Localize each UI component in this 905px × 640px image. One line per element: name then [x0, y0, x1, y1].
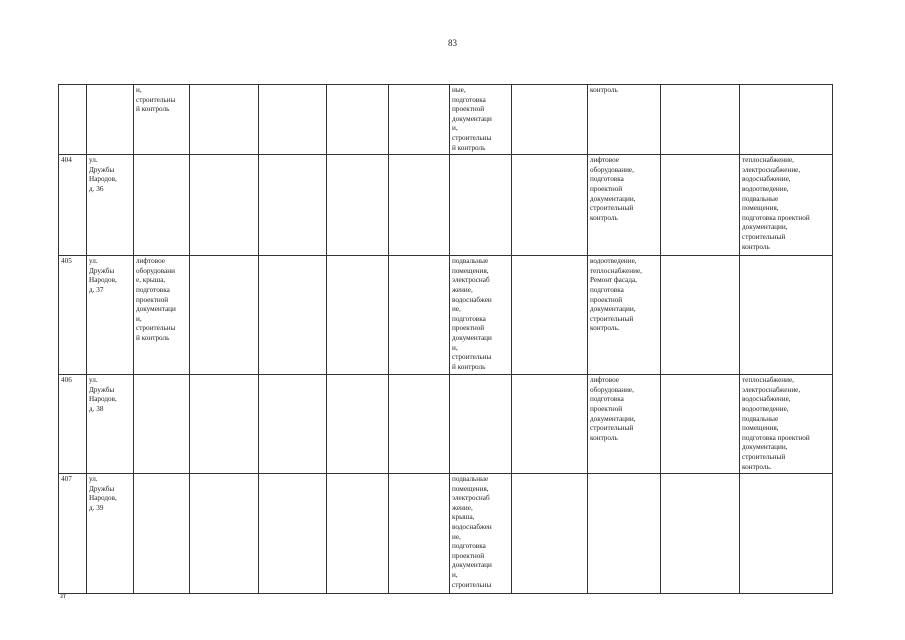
cell-text-line: Ремонт фасада,	[590, 276, 637, 285]
table-cell	[190, 474, 259, 594]
table-cell	[661, 256, 740, 375]
table-row	[59, 474, 833, 594]
cell-text-line: проектной	[590, 184, 623, 193]
table-cell	[512, 155, 588, 256]
table-cell	[134, 256, 190, 375]
cell-text-line: теплоснабжение,	[742, 376, 794, 385]
cell-text-line: контроль	[742, 242, 770, 251]
cell-text-line: водоснабжение,	[742, 395, 791, 404]
cell-text-line: подвальные	[452, 257, 489, 266]
table-cell	[588, 85, 661, 155]
table-cell	[87, 474, 134, 594]
cell-text-line: электроснабжение,	[742, 385, 801, 394]
cell-text-line: помещения,	[742, 424, 779, 433]
table-row	[59, 375, 833, 474]
cell-text-line: ие,	[452, 305, 461, 314]
cell-text-line: подготовка	[590, 395, 624, 404]
page-number: 83	[448, 38, 457, 48]
table-cell	[259, 375, 327, 474]
table-cell	[190, 256, 259, 375]
table-cell	[327, 375, 389, 474]
cell-text-line: строительный	[742, 452, 786, 461]
cell-text-line: документации,	[590, 194, 636, 203]
works-table	[58, 84, 833, 594]
cell-text-line: документации,	[742, 223, 788, 232]
cell-text-line: проектной	[590, 404, 623, 413]
table-row	[59, 155, 833, 256]
table-cell	[740, 375, 833, 474]
cell-text-line: й контроль	[136, 105, 170, 114]
cell-text-line: подготовка	[590, 175, 624, 184]
cell-text-line: д. 36	[89, 184, 104, 193]
cell-text-line: Дружбы	[89, 165, 115, 174]
table-cell	[259, 474, 327, 594]
cell-text-line: д. 39	[89, 503, 104, 512]
cell-text-line: водоснабжен	[452, 295, 492, 304]
cell-text-line: теплоснабжение,	[590, 266, 642, 275]
cell-text-line: подвальные	[452, 475, 489, 484]
table-cell	[87, 375, 134, 474]
cell-text-line: контроль	[590, 213, 618, 222]
cell-text-line: подвальные	[742, 194, 779, 203]
cell-text-line: электроснаб	[452, 276, 490, 285]
cell-text-line: и,	[136, 86, 142, 94]
cell-text-line: подготовка	[452, 542, 486, 551]
cell-text-line: и,	[452, 343, 458, 352]
table-cell	[450, 85, 512, 155]
cell-text-line: Народов,	[89, 175, 117, 184]
cell-text-line: й контроль	[452, 143, 486, 152]
cell-text-line: водоотведение,	[590, 257, 637, 266]
cell-text-line: и,	[452, 124, 458, 133]
cell-text-line: строительный	[742, 232, 786, 241]
cell-text-line: проектной	[452, 105, 485, 114]
table-cell	[327, 85, 389, 155]
cell-text-line: документаци	[136, 305, 176, 314]
cell-text-line: 406	[61, 376, 72, 385]
cell-text-line: помещения,	[742, 204, 779, 213]
table-cell	[87, 155, 134, 256]
cell-text-line: и,	[452, 571, 458, 580]
cell-text-line: Народов,	[89, 276, 117, 285]
cell-text-line: оборудование,	[590, 165, 634, 174]
cell-text-line: документации,	[590, 414, 636, 423]
cell-text-line: Народов,	[89, 395, 117, 404]
cell-text-line: Дружбы	[89, 266, 115, 275]
table-cell	[512, 474, 588, 594]
table-cell	[512, 85, 588, 155]
cell-text-line: лифтовое	[136, 257, 165, 266]
table-cell	[661, 474, 740, 594]
table-cell	[389, 474, 450, 594]
cell-text-line: ул.	[89, 475, 98, 484]
cell-text-line: подготовка	[136, 285, 170, 294]
cell-text-line: строительны	[136, 95, 176, 104]
cell-text-line: подвальные	[742, 414, 779, 423]
cell-text-line: 407	[61, 475, 72, 484]
cell-text-line: лифтовое	[590, 376, 619, 385]
cell-text-line: документаци	[452, 333, 492, 342]
table-cell	[134, 155, 190, 256]
cell-text-line: Народов,	[89, 494, 117, 503]
table-cell	[87, 85, 134, 155]
table-cell	[134, 85, 190, 155]
cell-text-line: водоотведение,	[742, 404, 789, 413]
footer-note: зт	[60, 592, 66, 600]
cell-text-line: ул.	[89, 376, 98, 385]
cell-text-line: ные,	[452, 86, 466, 94]
table-cell	[588, 155, 661, 256]
cell-text-line: д. 37	[89, 285, 104, 294]
table-cell	[259, 85, 327, 155]
table-row	[59, 85, 833, 155]
table-cell	[740, 256, 833, 375]
table-cell	[450, 375, 512, 474]
table-cell	[588, 375, 661, 474]
cell-text-line: документации,	[742, 443, 788, 452]
cell-text-line: помещения,	[452, 266, 489, 275]
table-cell	[134, 375, 190, 474]
cell-text-line: Дружбы	[89, 385, 115, 394]
cell-text-line: водоснабжен	[452, 523, 492, 532]
cell-text-line: ул.	[89, 156, 98, 165]
table-cell	[190, 375, 259, 474]
cell-text-line: оборудовани	[136, 266, 175, 275]
table-cell	[59, 155, 87, 256]
cell-text-line: строительны	[452, 580, 492, 589]
cell-text-line: теплоснабжение,	[742, 156, 794, 165]
cell-text-line: крыша,	[452, 513, 475, 522]
cell-text-line: подготовка проектной	[742, 213, 810, 222]
table-cell	[389, 85, 450, 155]
cell-text-line: документаци	[452, 114, 492, 123]
table-cell	[661, 85, 740, 155]
cell-text-line: контроль.	[742, 462, 772, 471]
table-cell	[512, 256, 588, 375]
cell-text-line: подготовка	[452, 95, 486, 104]
cell-text-line: строительный	[590, 204, 634, 213]
table-row	[59, 256, 833, 375]
table-cell	[740, 474, 833, 594]
cell-text-line: строительный	[590, 314, 634, 323]
cell-text-line: проектной	[452, 324, 485, 333]
table-cell	[59, 85, 87, 155]
cell-text-line: жение,	[452, 285, 473, 294]
cell-text-line: проектной	[452, 551, 485, 560]
cell-text-line: д. 38	[89, 404, 104, 413]
cell-text-line: контроль.	[590, 324, 620, 333]
table-cell	[740, 85, 833, 155]
cell-text-line: строительны	[136, 324, 176, 333]
table-cell	[588, 474, 661, 594]
cell-text-line: лифтовое	[590, 156, 619, 165]
table-cell	[389, 256, 450, 375]
cell-text-line: документации,	[590, 305, 636, 314]
cell-text-line: проектной	[590, 295, 623, 304]
table-cell	[512, 375, 588, 474]
table-cell	[327, 256, 389, 375]
cell-text-line: ие,	[452, 532, 461, 541]
cell-text-line: 404	[61, 156, 72, 165]
table-cell	[661, 155, 740, 256]
cell-text-line: жение,	[452, 503, 473, 512]
cell-text-line: строительны	[452, 133, 492, 142]
table-cell	[389, 375, 450, 474]
cell-text-line: и,	[136, 314, 142, 323]
table-cell	[59, 375, 87, 474]
cell-text-line: строительный	[590, 424, 634, 433]
table-cell	[327, 474, 389, 594]
cell-text-line: проектной	[136, 295, 169, 304]
cell-text-line: контроль	[590, 86, 618, 94]
cell-text-line: й контроль	[136, 333, 170, 342]
table-cell	[134, 474, 190, 594]
table-cell	[59, 474, 87, 594]
table-cell	[59, 256, 87, 375]
cell-text-line: электроснаб	[452, 494, 490, 503]
cell-text-line: 405	[61, 257, 72, 266]
table-cell	[450, 155, 512, 256]
table-cell	[389, 155, 450, 256]
table-cell	[190, 85, 259, 155]
cell-text-line: водоотведение,	[742, 184, 789, 193]
table-cell	[661, 375, 740, 474]
cell-text-line: электроснабжение,	[742, 165, 801, 174]
cell-text-line: Дружбы	[89, 484, 115, 493]
cell-text-line: водоснабжение,	[742, 175, 791, 184]
table-cell	[588, 256, 661, 375]
table-cell	[259, 256, 327, 375]
cell-text-line: ул.	[89, 257, 98, 266]
cell-text-line: подготовка проектной	[742, 433, 810, 442]
table-cell	[259, 155, 327, 256]
table-cell	[450, 256, 512, 375]
table-cell	[450, 474, 512, 594]
cell-text-line: строительны	[452, 353, 492, 362]
cell-text-line: документаци	[452, 561, 492, 570]
cell-text-line: подготовка	[590, 285, 624, 294]
table-cell	[87, 256, 134, 375]
cell-text-line: й контроль	[452, 362, 486, 371]
cell-text-line: е, крыша,	[136, 276, 166, 285]
table-cell	[327, 155, 389, 256]
table-cell	[740, 155, 833, 256]
cell-text-line: подготовка	[452, 314, 486, 323]
cell-text-line: оборудование,	[590, 385, 634, 394]
table-cell	[190, 155, 259, 256]
cell-text-line: контроль	[590, 433, 618, 442]
cell-text-line: помещения,	[452, 484, 489, 493]
